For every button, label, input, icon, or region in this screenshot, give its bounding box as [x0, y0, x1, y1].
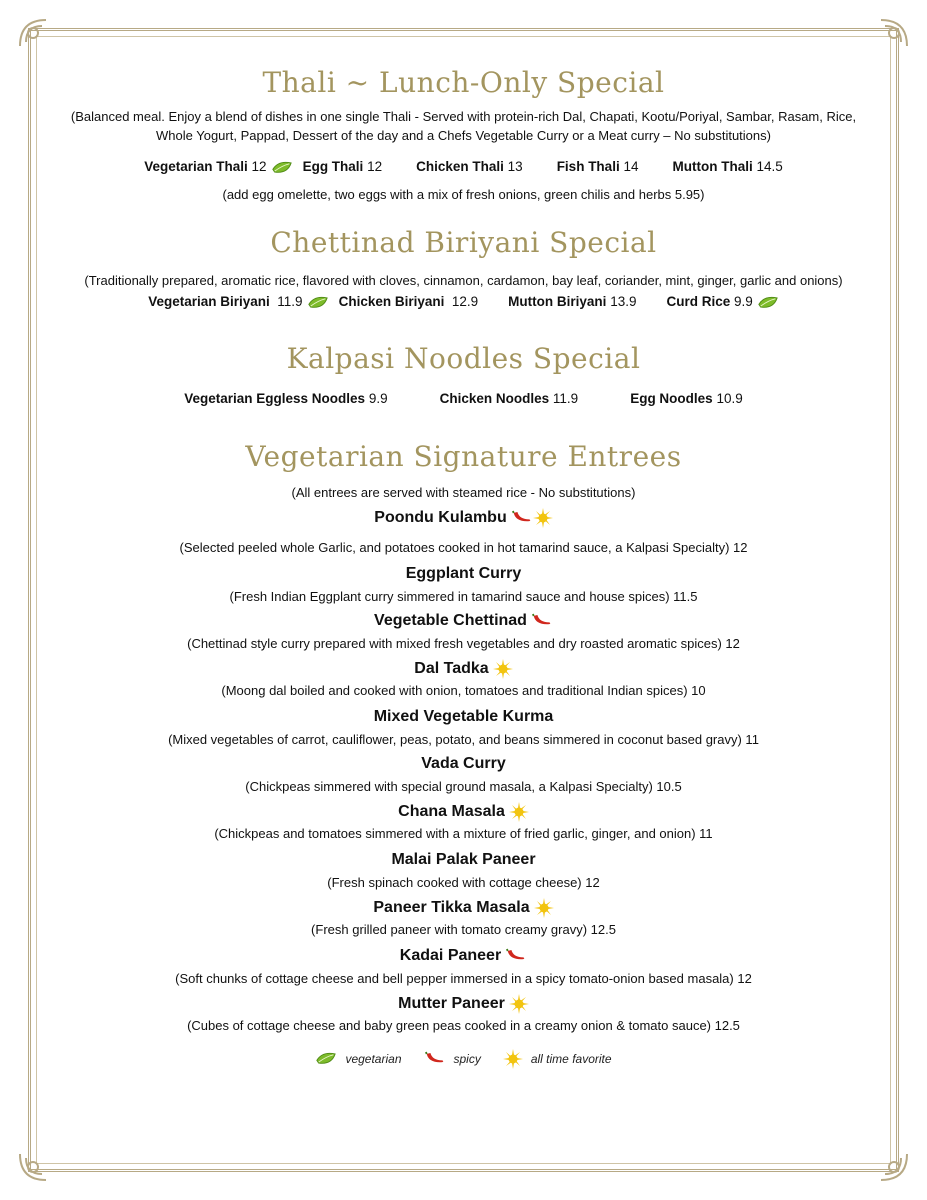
item-price: 14.5: [756, 159, 783, 174]
entree-item: [60, 659, 867, 700]
favorite-star-icon: [503, 1049, 523, 1069]
item-description: (Fresh grilled paneer with tomato creamy gravy) 12.5: [311, 921, 616, 937]
item-price: 11.9: [277, 293, 303, 309]
item-name: Fish Thali: [556, 159, 620, 174]
legend-favorite: [503, 1049, 612, 1069]
item-description: (Moong dal boiled and cooked with onion, tomatoes and traditional Indian spices) 10: [221, 682, 706, 698]
item-description: (Fresh spinach cooked with cottage cheese) 12: [327, 874, 600, 890]
item-name: Chicken Thali: [416, 159, 504, 174]
item-price: 13.9: [610, 293, 637, 309]
entree-item: [60, 708, 867, 749]
entree-item: [60, 755, 867, 796]
biriyani-description: (Traditionally prepared, aromatic rice, flavored with cloves, cinnamon, cardamon, bay leaf, coriander, mint, ginger, garlic and onions): [84, 272, 843, 288]
corner-ornament-icon: [16, 1150, 50, 1184]
favorite-star-icon: [534, 898, 554, 918]
menu-item: [557, 159, 639, 175]
item-name: Curd Rice: [666, 293, 731, 309]
item-name: Chicken Noodles: [439, 390, 550, 406]
item-name: Dal Tadka: [414, 660, 489, 678]
item-price: 13: [507, 159, 523, 174]
menu-item: [666, 294, 778, 310]
item-name: Mutton Thali: [672, 159, 753, 174]
legend-label: vegetarian: [345, 1051, 402, 1066]
section-title-noodles: Kalpasi Noodles Special: [286, 341, 641, 375]
thali-items: [60, 159, 867, 175]
thali-note: (add egg omelette, two eggs with a mix of fresh onions, green chilis and herbs 5.95): [222, 186, 705, 202]
menu-item: [673, 159, 783, 175]
item-description: (Mixed vegetables of carrot, cauliflower, peas, potato, and beans simmered in coconut based gravy) 11: [168, 731, 759, 747]
entree-item: [60, 612, 867, 653]
item-description: (Cubes of cottage cheese and baby green peas cooked in a creamy onion & tomato sauce) 12.5: [187, 1017, 740, 1033]
section-title-thali: Thali ~ Lunch-Only Special: [262, 66, 665, 99]
item-description: (Soft chunks of cottage cheese and bell pepper immersed in a spicy tomato-onion based masala) 12: [175, 970, 752, 986]
vegetarian-leaf-icon: [757, 295, 779, 310]
item-name: Vegetarian Biriyani: [148, 293, 270, 309]
entree-item: [60, 802, 867, 843]
legend-label: all time favorite: [530, 1051, 612, 1066]
item-price: 12.9: [451, 293, 479, 309]
item-name: Kadai Paneer: [399, 946, 502, 964]
item-name: Egg Thali: [302, 159, 364, 174]
vegetarian-leaf-icon: [307, 295, 329, 310]
item-name: Mixed Vegetable Kurma: [373, 707, 554, 725]
item-price: 14: [623, 159, 639, 174]
entree-item: [60, 508, 867, 557]
item-price: 9.9: [368, 390, 388, 406]
entree-item: [60, 565, 867, 606]
menu-item: [148, 294, 328, 310]
item-name: Mutter Paneer: [398, 995, 505, 1013]
menu-item: [303, 159, 383, 175]
section-title-biriyani: Chettinad Biriyani Special: [270, 225, 657, 259]
corner-ornament-icon: [16, 16, 50, 50]
section-title-entrees: Vegetarian Signature Entrees: [245, 439, 682, 473]
favorite-star-icon: [493, 659, 513, 679]
entree-item: [60, 898, 867, 939]
item-description: (Selected peeled whole Garlic, and potatoes cooked in hot tamarind sauce, a Kalpasi Specialty) 12: [179, 539, 748, 555]
menu-content: [60, 60, 867, 1069]
spicy-chili-icon: [424, 1051, 446, 1066]
noodles-items: [60, 391, 867, 406]
spicy-chili-icon: [531, 613, 553, 628]
menu-item: [508, 294, 636, 310]
favorite-star-icon: [509, 802, 529, 822]
item-name: Vegetarian Eggless Noodles: [184, 390, 366, 406]
legend-vegetarian: [315, 1051, 401, 1066]
item-name: Vegetarian Thali: [144, 159, 248, 174]
menu-item: [144, 159, 292, 175]
menu-item: [416, 159, 523, 175]
item-price: 10.9: [716, 390, 743, 406]
item-name: Paneer Tikka Masala: [373, 899, 530, 917]
menu-item: [339, 294, 479, 310]
entree-item: [60, 947, 867, 988]
item-price: 9.9: [734, 293, 753, 309]
favorite-star-icon: [509, 994, 529, 1014]
vegetarian-leaf-icon: [271, 160, 293, 175]
corner-ornament-icon: [877, 16, 911, 50]
item-name: Chana Masala: [398, 803, 505, 821]
entree-item: [60, 994, 867, 1035]
menu-item: [630, 391, 743, 406]
biriyani-items: [60, 294, 867, 310]
item-name: Vada Curry: [421, 754, 506, 772]
thali-description: (Balanced meal. Enjoy a blend of dishes in one single Thali - Served with protein-rich Dal, Chapati, Kootu/Poriyal, Sambar, Rasam, Rice, Whole Yogurt, Pappad, Dessert of the day and a Chefs Vegetable Curry or a Meat curry – No substitutions): [70, 109, 857, 143]
item-price: 12: [367, 159, 383, 174]
item-price: 12: [251, 159, 267, 174]
item-description: (Chickpeas and tomatoes simmered with a mixture of fried garlic, ginger, and onion) 11: [214, 825, 713, 841]
item-name: Mutton Biriyani: [508, 293, 607, 309]
spicy-chili-icon: [505, 948, 527, 963]
item-description: (Fresh Indian Eggplant curry simmered in tamarind sauce and house spices) 11.5: [229, 588, 698, 604]
item-description: (Chickpeas simmered with special ground masala, a Kalpasi Specialty) 10.5: [245, 778, 682, 794]
menu-item: [184, 391, 387, 406]
item-price: 11.9: [552, 390, 579, 406]
entrees-note: (All entrees are served with steamed rice - No substitutions): [291, 484, 636, 500]
menu-item: [440, 391, 579, 406]
icon-legend: [60, 1049, 867, 1069]
item-name: Vegetable Chettinad: [374, 611, 527, 629]
vegetarian-leaf-icon: [315, 1051, 337, 1066]
item-name: Chicken Biriyani: [338, 293, 445, 309]
favorite-star-icon: [533, 508, 553, 528]
item-name: Malai Palak Paneer: [391, 850, 536, 868]
item-description: (Chettinad style curry prepared with mixed fresh vegetables and dry roasted aromatic spices) 12: [187, 635, 740, 651]
entree-item: [60, 851, 867, 892]
item-name: Poondu Kulambu: [374, 509, 507, 527]
corner-ornament-icon: [877, 1150, 911, 1184]
legend-spicy: [424, 1051, 481, 1066]
legend-label: spicy: [453, 1051, 481, 1066]
item-name: Eggplant Curry: [405, 564, 522, 582]
spicy-chili-icon: [511, 510, 533, 525]
item-name: Egg Noodles: [630, 390, 713, 406]
